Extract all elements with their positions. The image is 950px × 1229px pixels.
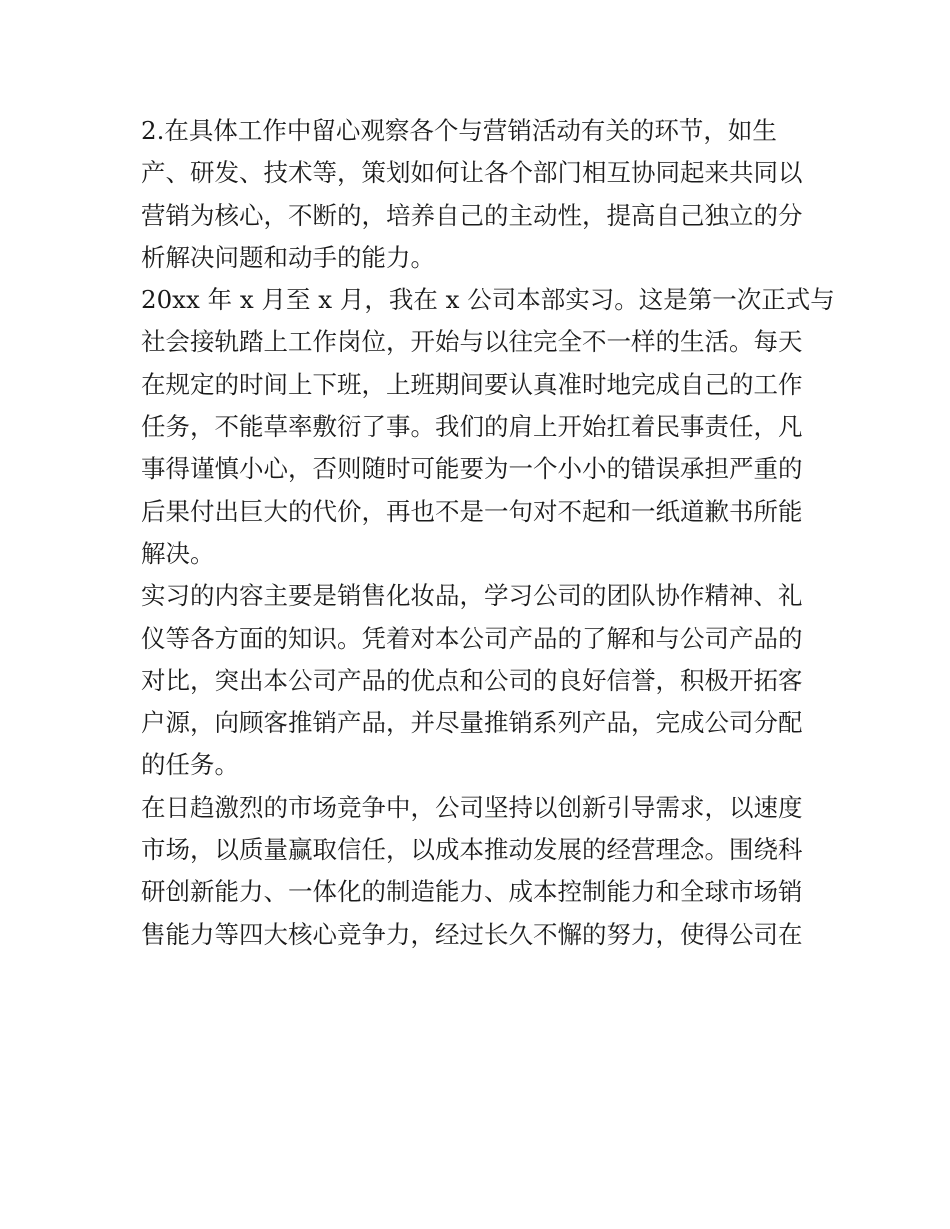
- text-line: 解决。: [141, 538, 215, 568]
- text-line: 2.在具体工作中留心观察各个与营销活动有关的环节，如生: [141, 116, 777, 145]
- text-line: 的任务。: [141, 750, 239, 780]
- text-line: 营销为核心，不断的，培养自己的主动性，提高自己独立的分: [141, 200, 803, 230]
- text-line: 售能力等四大核心竞争力，经过长久不懈的努力，使得公司在: [141, 919, 803, 949]
- text-line: 析解决问题和动手的能力。: [141, 242, 435, 272]
- text-line: 在日趋激烈的市场竞争中，公司坚持以创新引导需求，以速度: [141, 792, 803, 822]
- text-line: 社会接轨踏上工作岗位，开始与以往完全不一样的生活。每天: [141, 327, 803, 357]
- document-body: [141, 110, 835, 956]
- text-line: 产、研发、技术等，策划如何让各个部门相互协同起来共同以: [141, 158, 803, 188]
- text-line: 事得谨慎小心，否则随时可能要为一个小小的错误承担严重的: [141, 454, 803, 484]
- text-line: 在规定的时间上下班，上班期间要认真准时地完成自己的工作: [141, 369, 803, 399]
- text-line: 后果付出巨大的代价，再也不是一句对不起和一纸道歉书所能: [141, 496, 803, 526]
- text-line: 户源，向顾客推销产品，并尽量推销系列产品，完成公司分配: [141, 708, 803, 738]
- text-line: 20xx 年 x 月至 x 月，我在 x 公司本部实习。这是第一次正式与: [141, 285, 835, 315]
- text-line: 对比，突出本公司产品的优点和公司的良好信誉，积极开拓客: [141, 665, 803, 695]
- text-line: 实习的内容主要是销售化妆品，学习公司的团队协作精神、礼: [141, 581, 803, 611]
- text-line: 研创新能力、一体化的制造能力、成本控制能力和全球市场销: [141, 877, 803, 907]
- text-line: 任务，不能草率敷衍了事。我们的肩上开始扛着民事责任，凡: [141, 412, 803, 442]
- text-line: 市场，以质量赢取信任，以成本推动发展的经营理念。围绕科: [141, 835, 803, 865]
- text-line: 仪等各方面的知识。凭着对本公司产品的了解和与公司产品的: [141, 623, 803, 653]
